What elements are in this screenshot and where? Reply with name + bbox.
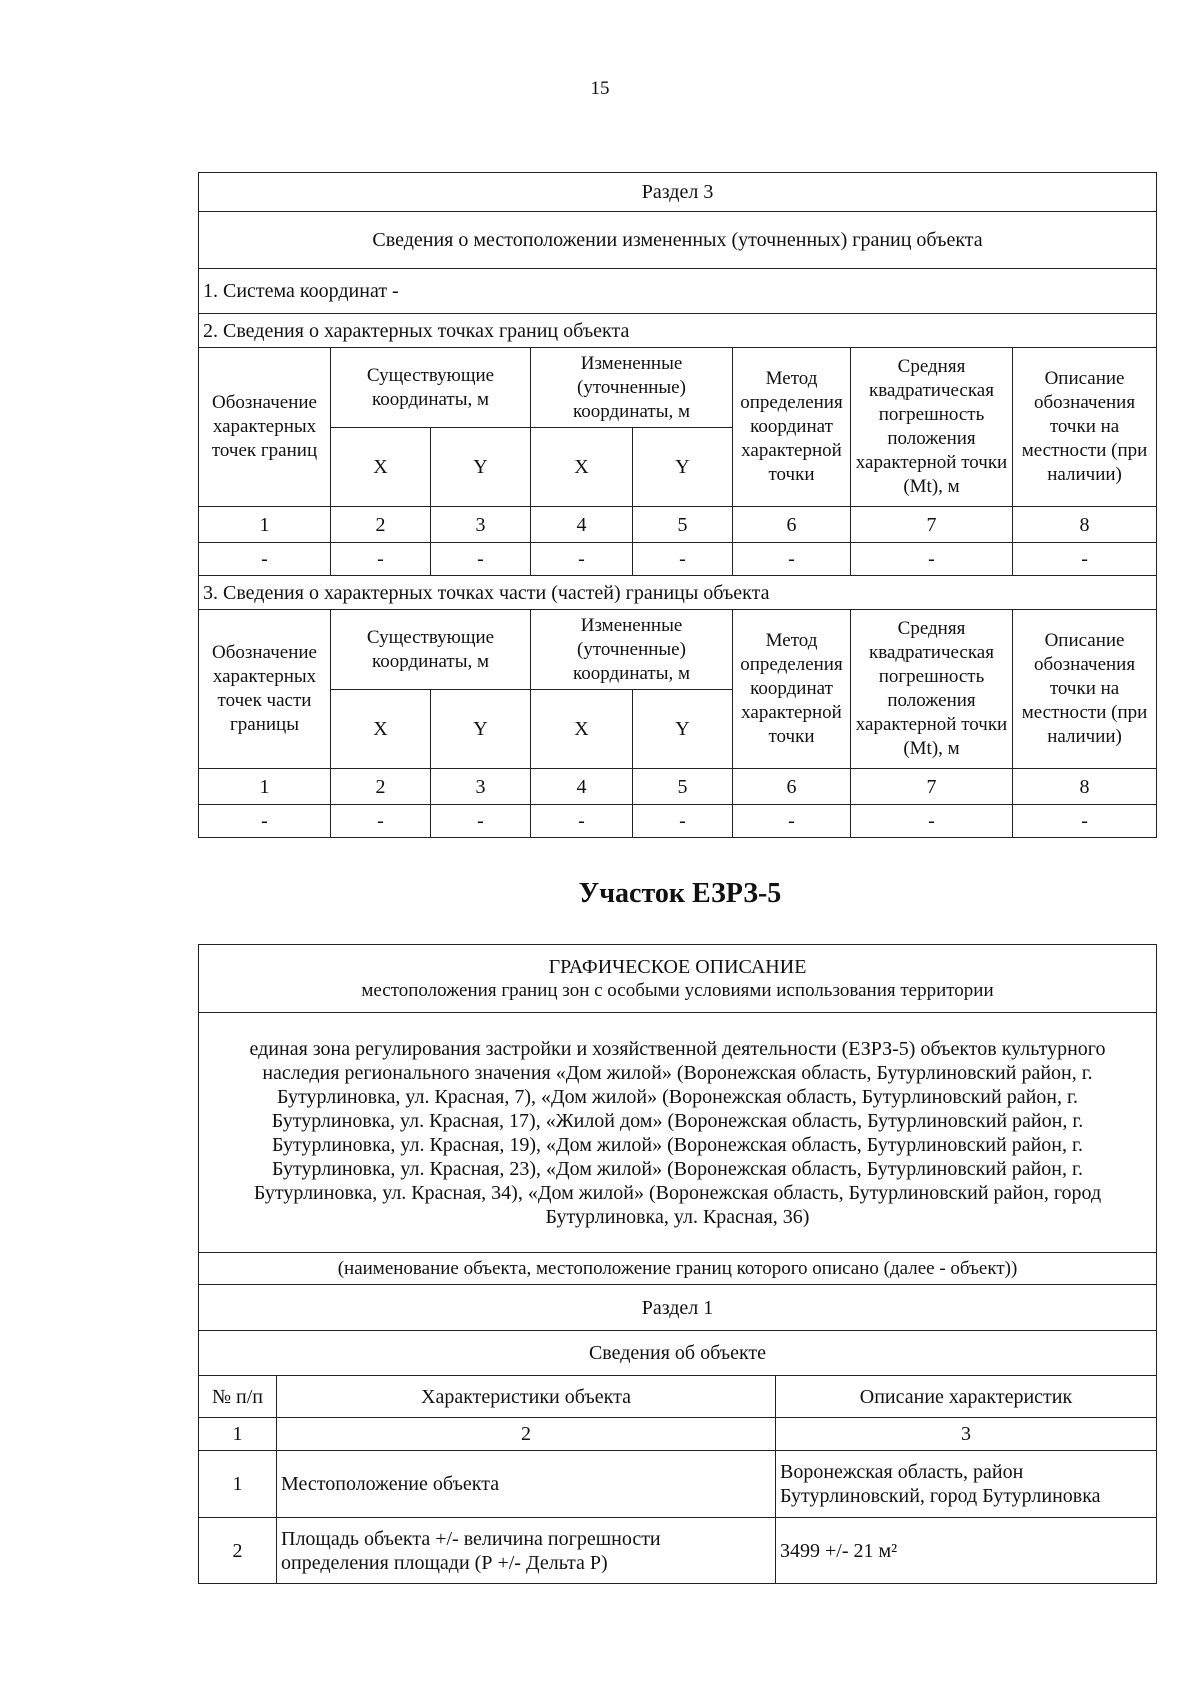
- empty-cell: -: [431, 805, 531, 838]
- changed-coords-header: Измененные (уточненные) координаты, м: [531, 610, 733, 690]
- section1-title: Сведения об объекте: [199, 1331, 1157, 1376]
- empty-cell: -: [531, 805, 633, 838]
- empty-cell: -: [633, 543, 733, 576]
- error-header: Средняя квадратическая погрешность положения характерной точки (Mt), м: [851, 610, 1013, 769]
- empty-cell: -: [633, 805, 733, 838]
- points-title: 2. Сведения о характерных точках границ объекта: [199, 314, 1157, 348]
- section3-label: Раздел 3: [199, 173, 1157, 212]
- characteristic-name: Местоположение объекта: [277, 1451, 776, 1518]
- column-number: 8: [1013, 769, 1157, 805]
- graphic-description-subtitle: местоположения границ зон с особыми условиями использования территории: [361, 979, 994, 1001]
- object-name: единая зона регулирования застройки и хозяйственной деятельности (ЕЗРЗ-5) объектов культурного наследия регионального значения «Дом жилой» (Воронежская область, Бутурлиновский район, г. Бутурлиновка, ул. Красная, 7), «Дом жилой» (Воронежская область, Бутурлиновский район, г. Бутурлиновка, ул. Красная, 17), «Жилой дом» (Воронежская область, Бутурлиновский район, г. Бутурлиновка, ул. Красная, 19), «Дом жилой» (Воронежская область, Бутурлиновский район, г. Бутурлиновка, ул. Красная, 23), «Дом жилой» (Воронежская область, Бутурлиновский район, г. Бутурлиновка, ул. Красная, 34), «Дом жилой» (Воронежская область, Бутурлиновский район, город Бутурлиновка, ул. Красная, 36): [199, 1013, 1157, 1253]
- column-number: 5: [633, 507, 733, 543]
- existing-x-header: X: [331, 690, 431, 769]
- column-number: 6: [733, 769, 851, 805]
- method-header: Метод определения координат характерной точки: [733, 610, 851, 769]
- existing-y-header: Y: [431, 690, 531, 769]
- changed-coords-header: Измененные (уточненные) координаты, м: [531, 348, 733, 428]
- empty-cell: -: [331, 805, 431, 838]
- column-number: 1: [199, 507, 331, 543]
- empty-cell: -: [851, 805, 1013, 838]
- column-header-description: Описание характеристик: [776, 1376, 1157, 1418]
- graphic-description-table: [198, 944, 1157, 1584]
- column-number: 3: [431, 507, 531, 543]
- graphic-description-header: [199, 945, 1157, 1013]
- page-number: 15: [590, 78, 610, 99]
- description-header: Описание обозначения точки на местности (при наличии): [1013, 610, 1157, 769]
- empty-cell: -: [199, 805, 331, 838]
- section3-title: Сведения о местоположении измененных (уточненных) границ объекта: [199, 212, 1157, 269]
- empty-cell: -: [1013, 543, 1157, 576]
- column-header-characteristics: Характеристики объекта: [277, 1376, 776, 1418]
- column-number: 1: [199, 1418, 277, 1451]
- empty-cell: -: [199, 543, 331, 576]
- characteristic-value: 3499 +/- 21 м²: [776, 1518, 1157, 1584]
- existing-x-header: X: [331, 428, 431, 507]
- section3-table: [198, 172, 1157, 838]
- column-number: 7: [851, 507, 1013, 543]
- column-number: 3: [776, 1418, 1157, 1451]
- column-header-number: № п/п: [199, 1376, 277, 1418]
- changed-y-header: Y: [633, 690, 733, 769]
- row-number: 1: [199, 1451, 277, 1518]
- changed-x-header: X: [531, 690, 633, 769]
- changed-y-header: Y: [633, 428, 733, 507]
- row-number: 2: [199, 1518, 277, 1584]
- column-number: 4: [531, 769, 633, 805]
- column-number: 1: [199, 769, 331, 805]
- column-number: 4: [531, 507, 633, 543]
- object-caption: (наименование объекта, местоположение границ которого описано (далее - объект)): [199, 1253, 1157, 1285]
- coordinate-system: 1. Система координат -: [199, 269, 1157, 314]
- characteristic-value: Воронежская область, район Бутурлиновский, город Бутурлиновка: [776, 1451, 1157, 1518]
- empty-cell: -: [851, 543, 1013, 576]
- column-number: 2: [331, 769, 431, 805]
- column-number: 2: [277, 1418, 776, 1451]
- column-number: 3: [431, 769, 531, 805]
- empty-cell: -: [733, 543, 851, 576]
- changed-x-header: X: [531, 428, 633, 507]
- designation-parts-header: Обозначение характерных точек части границы: [199, 610, 331, 769]
- column-number: 2: [331, 507, 431, 543]
- empty-cell: -: [331, 543, 431, 576]
- designation-points-header: Обозначение характерных точек границ: [199, 348, 331, 507]
- column-number: 6: [733, 507, 851, 543]
- characteristic-name: Площадь объекта +/- величина погрешности определения площади (Р +/- Дельта Р): [277, 1518, 776, 1584]
- plot-title: Участок ЕЗРЗ-5: [578, 878, 782, 909]
- empty-cell: -: [1013, 805, 1157, 838]
- existing-coords-header: Существующие координаты, м: [331, 610, 531, 690]
- section1-label: Раздел 1: [199, 1285, 1157, 1331]
- empty-cell: -: [531, 543, 633, 576]
- description-header: Описание обозначения точки на местности (при наличии): [1013, 348, 1157, 507]
- column-number: 7: [851, 769, 1013, 805]
- error-header: Средняя квадратическая погрешность положения характерной точки (Mt), м: [851, 348, 1013, 507]
- existing-y-header: Y: [431, 428, 531, 507]
- graphic-description-title: ГРАФИЧЕСКОЕ ОПИСАНИЕ: [548, 955, 807, 978]
- column-number: 8: [1013, 507, 1157, 543]
- parts-title: 3. Сведения о характерных точках части (частей) границы объекта: [199, 576, 1157, 610]
- method-header: Метод определения координат характерной точки: [733, 348, 851, 507]
- column-number: 5: [633, 769, 733, 805]
- empty-cell: -: [733, 805, 851, 838]
- empty-cell: -: [431, 543, 531, 576]
- existing-coords-header: Существующие координаты, м: [331, 348, 531, 428]
